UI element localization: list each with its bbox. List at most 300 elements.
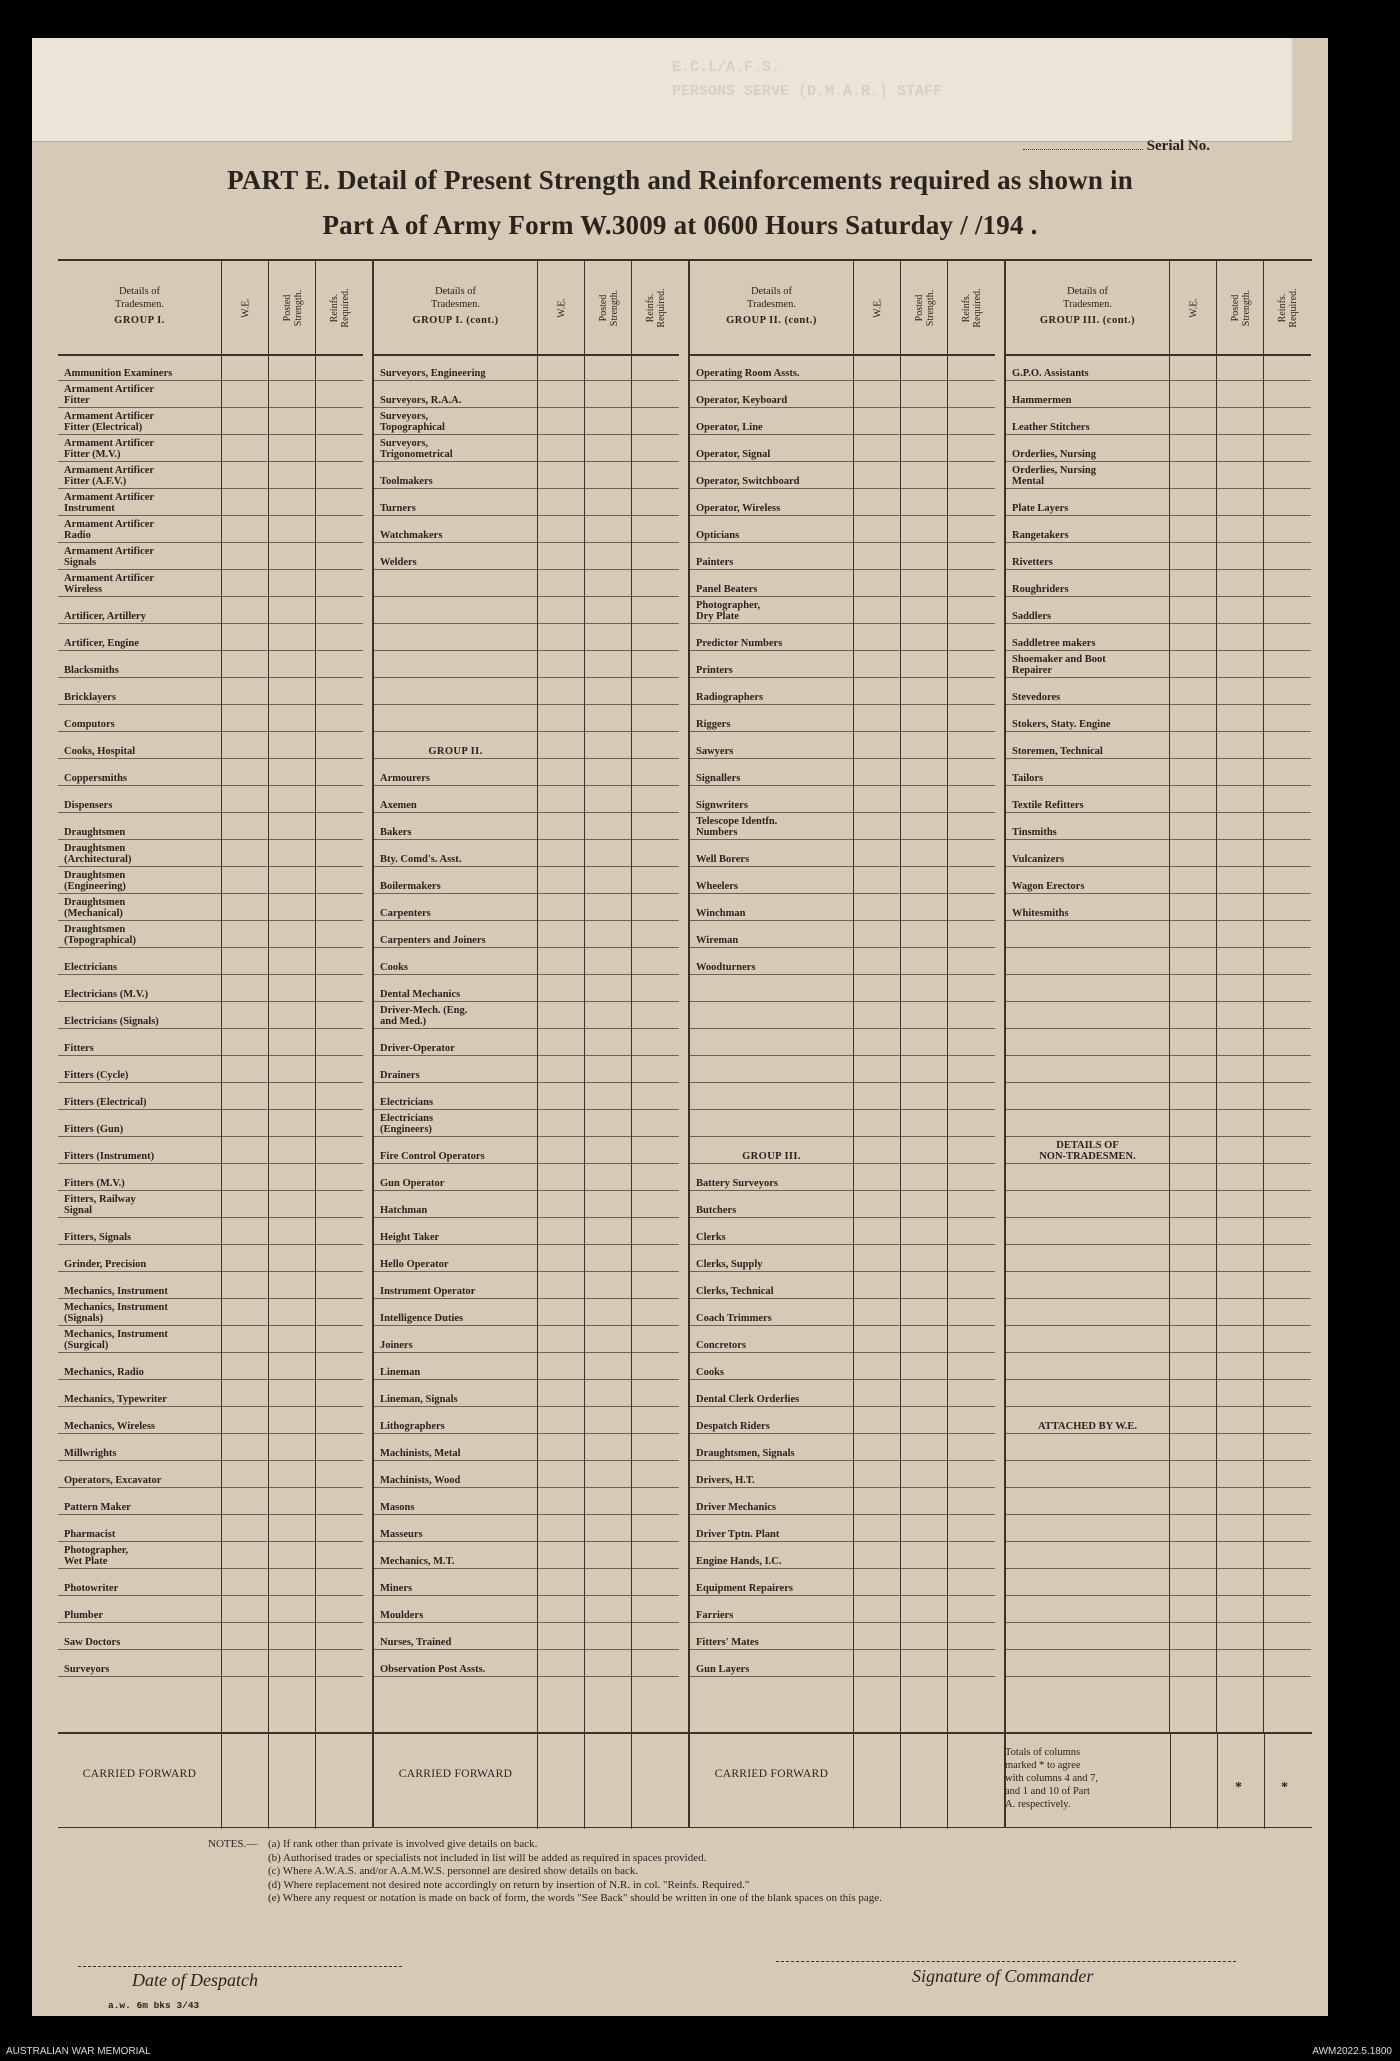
column-divider <box>1169 354 1170 1732</box>
table-row <box>374 1083 679 1110</box>
carried-forward-row <box>58 1732 1312 1829</box>
table-row <box>58 1137 363 1164</box>
table-row <box>690 543 995 570</box>
row-label: Saddletree makers <box>1012 638 1096 649</box>
table-row <box>690 1002 995 1029</box>
row-label: Armament Artificer Fitter (A.F.V.) <box>64 465 155 487</box>
table-row <box>1006 1461 1311 1488</box>
row-label: Driver-Operator <box>380 1043 455 1054</box>
table-row <box>690 975 995 1002</box>
row-label: Photowriter <box>64 1583 119 1594</box>
table-row <box>374 1623 679 1650</box>
table-column-2 <box>374 261 679 1827</box>
date-line <box>78 1966 402 1967</box>
row-label: Intelligence Duties <box>380 1313 464 1324</box>
table-row <box>58 1434 363 1461</box>
row-label: Stokers, Staty. Engine <box>1012 719 1111 730</box>
table-row <box>58 1245 363 1272</box>
header-details <box>58 261 221 354</box>
header-posted-label: Posted Strength. <box>913 289 936 326</box>
header-reinfs <box>1263 261 1311 354</box>
table-row <box>690 1542 995 1569</box>
carried-forward-divider <box>853 1734 854 1829</box>
row-label: Clerks <box>696 1232 726 1243</box>
row-label: Armourers <box>380 773 430 784</box>
row-label: Clerks, Supply <box>696 1259 763 1270</box>
table-row <box>58 1083 363 1110</box>
row-label: Draughtsmen (Engineering) <box>64 870 126 892</box>
table-row <box>58 1623 363 1650</box>
tradesmen-table <box>58 259 1312 1828</box>
row-label: Armament Artificer Fitter (Electrical) <box>64 411 155 433</box>
row-label: Watchmakers <box>380 530 443 541</box>
column-divider <box>537 354 538 1732</box>
row-label: Joiners <box>380 1340 413 1351</box>
table-row <box>1006 1029 1311 1056</box>
header-group-label: GROUP III. (cont.) <box>1039 315 1136 326</box>
row-label: Electricians (M.V.) <box>64 989 149 1000</box>
row-label: Signwriters <box>696 800 748 811</box>
table-row <box>58 921 363 948</box>
header-details <box>1006 261 1169 354</box>
table-row <box>58 435 363 462</box>
table-row <box>374 489 679 516</box>
header-group-label: GROUP I. (cont.) <box>412 315 499 326</box>
table-row <box>690 921 995 948</box>
table-row <box>58 948 363 975</box>
column-divider <box>221 354 222 1732</box>
row-label: Fitters (Electrical) <box>64 1097 147 1108</box>
carried-forward-label: CARRIED FORWARD <box>714 1768 829 1780</box>
table-row <box>58 975 363 1002</box>
table-row <box>58 462 363 489</box>
serial-number <box>1023 138 1210 155</box>
row-label: Signallers <box>696 773 741 784</box>
row-label: Riggers <box>696 719 731 730</box>
slip-ghost-line: E.C.L/A.F.S. <box>672 59 781 76</box>
row-label: Sawyers <box>696 746 734 757</box>
table-row <box>374 1596 679 1623</box>
row-label: Hatchman <box>380 1205 428 1216</box>
row-label: Battery Surveyors <box>696 1178 778 1189</box>
table-row <box>58 1326 363 1353</box>
table-row <box>690 1407 995 1434</box>
header-details-label: Details of Tradesmen. <box>747 286 796 310</box>
table-row <box>690 1029 995 1056</box>
header-we <box>853 261 901 354</box>
row-label: Draughtsmen (Topographical) <box>64 924 136 946</box>
header-details-label: Details of Tradesmen. <box>115 286 164 310</box>
row-label: Plate Layers <box>1012 503 1069 514</box>
table-row <box>1006 1083 1311 1110</box>
row-label: Artificer, Engine <box>64 638 139 649</box>
row-label: Machinists, Metal <box>380 1448 461 1459</box>
row-label: Operator, Wireless <box>696 503 781 514</box>
table-row <box>374 408 679 435</box>
row-label: Draughtsmen, Signals <box>696 1448 795 1459</box>
table-row <box>374 894 679 921</box>
row-label: Mechanics, Instrument <box>64 1286 168 1297</box>
table-row <box>1006 1137 1311 1164</box>
table-row <box>374 867 679 894</box>
table-row <box>1006 1110 1311 1137</box>
row-label: Moulders <box>380 1610 424 1621</box>
column-divider <box>947 354 948 1732</box>
table-row <box>690 1191 995 1218</box>
table-row <box>690 1434 995 1461</box>
table-row <box>58 1272 363 1299</box>
row-label: Storemen, Technical <box>1012 746 1103 757</box>
row-label: Instrument Operator <box>380 1286 476 1297</box>
table-row <box>58 732 363 759</box>
table-row <box>690 678 995 705</box>
table-row <box>690 435 995 462</box>
date-of-despatch-label: Date of Despatch <box>132 1970 258 1990</box>
row-label: GROUP III. <box>742 1151 801 1162</box>
row-label: Orderlies, Nursing Mental <box>1012 465 1096 487</box>
header-reinfs-label: Reinfs. Required. <box>960 287 983 328</box>
row-label: Woodturners <box>696 962 756 973</box>
row-label: Shoemaker and Boot Repairer <box>1012 654 1106 676</box>
table-row <box>58 1407 363 1434</box>
row-label: Leather Stitchers <box>1012 422 1090 433</box>
row-label: Operator, Line <box>696 422 763 433</box>
row-label: Wheelers <box>696 881 738 892</box>
table-row <box>690 1353 995 1380</box>
note-item: (c) Where A.W.A.S. and/or A.A.M.W.S. personnel are desired show details on back. <box>268 1865 639 1877</box>
table-row <box>374 1650 679 1677</box>
note-item: (b) Authorised trades or specialists not included in list will be added as required in spaces provided. <box>268 1851 707 1864</box>
row-label: Clerks, Technical <box>696 1286 774 1297</box>
header-posted-label: Posted Strength. <box>281 289 304 326</box>
table-row <box>1006 408 1311 435</box>
asterisk-marker: * <box>1235 1780 1242 1795</box>
column-header <box>374 261 679 356</box>
column-header <box>690 261 995 356</box>
table-row <box>58 408 363 435</box>
row-label: Surveyors <box>64 1664 110 1675</box>
header-reinfs-label: Reinfs. Required. <box>644 287 667 328</box>
table-row <box>58 1029 363 1056</box>
row-label: Hammermen <box>1012 395 1072 406</box>
table-row <box>374 921 679 948</box>
row-label: Operating Room Assts. <box>696 368 800 379</box>
table-row <box>690 1164 995 1191</box>
row-label: Boilermakers <box>380 881 441 892</box>
row-label: Saw Doctors <box>64 1637 121 1648</box>
header-we <box>221 261 269 354</box>
table-row <box>374 359 679 381</box>
table-row <box>374 759 679 786</box>
row-label: Plumber <box>64 1610 104 1621</box>
table-row <box>374 813 679 840</box>
row-label: Fitters' Mates <box>696 1637 759 1648</box>
row-label: Pharmacist <box>64 1529 116 1540</box>
table-row <box>374 678 679 705</box>
row-label: Printers <box>696 665 733 676</box>
table-row <box>58 678 363 705</box>
row-label: Lineman, Signals <box>380 1394 458 1405</box>
carried-forward-divider <box>631 1734 632 1829</box>
row-label: Artificer, Artillery <box>64 611 146 622</box>
row-label: Carpenters and Joiners <box>380 935 486 946</box>
column-divider <box>1263 354 1264 1732</box>
table-row <box>1006 840 1311 867</box>
table-row <box>1006 570 1311 597</box>
row-label: Coppersmiths <box>64 773 128 784</box>
form-sheet <box>32 38 1328 2016</box>
header-details-label: Details of Tradesmen. <box>431 286 480 310</box>
table-row <box>690 1110 995 1137</box>
row-label: Armament Artificer Wireless <box>64 573 155 595</box>
table-row <box>1006 813 1311 840</box>
table-row <box>58 1191 363 1218</box>
table-row <box>374 381 679 408</box>
column-divider <box>268 354 269 1732</box>
table-row <box>58 786 363 813</box>
row-label: Concretors <box>696 1340 746 1351</box>
header-posted <box>268 261 316 354</box>
table-column-1 <box>58 261 363 1827</box>
table-row <box>690 1326 995 1353</box>
column-divider <box>853 354 854 1732</box>
signature-line <box>776 1961 1236 1962</box>
table-row <box>1006 1326 1311 1353</box>
row-label: Butchers <box>696 1205 737 1216</box>
row-label: Turners <box>380 503 416 514</box>
row-label: Farriers <box>696 1610 734 1621</box>
row-label: Coach Trimmers <box>696 1313 772 1324</box>
row-label: Height Taker <box>380 1232 440 1243</box>
carried-forward-divider <box>1264 1734 1265 1829</box>
print-code: a.w. 6m bks 3/43 <box>108 2000 200 2011</box>
table-row <box>374 435 679 462</box>
table-row <box>374 1299 679 1326</box>
table-row <box>690 1650 995 1677</box>
header-we-label: W.E. <box>556 297 567 318</box>
table-row <box>374 1110 679 1137</box>
table-row <box>690 705 995 732</box>
row-label: Painters <box>696 557 734 568</box>
notes-lead: NOTES.— <box>208 1838 258 1850</box>
table-row <box>1006 1353 1311 1380</box>
table-row <box>690 462 995 489</box>
row-label: Nurses, Trained <box>380 1637 452 1648</box>
row-label: Driver Tptn. Plant <box>696 1529 780 1540</box>
row-label: Lineman <box>380 1367 421 1378</box>
group-separator <box>372 261 374 1827</box>
row-label: Surveyors, Engineering <box>380 368 486 379</box>
row-label: Machinists, Wood <box>380 1475 461 1486</box>
header-reinfs-label: Reinfs. Required. <box>1276 287 1299 328</box>
table-row <box>1006 1380 1311 1407</box>
row-label: Blacksmiths <box>64 665 119 676</box>
table-row <box>1006 948 1311 975</box>
table-row <box>1006 678 1311 705</box>
row-label: Rivetters <box>1012 557 1053 568</box>
table-row <box>374 1002 679 1029</box>
row-label: Mechanics, Radio <box>64 1367 144 1378</box>
table-row <box>58 1110 363 1137</box>
table-row <box>58 840 363 867</box>
table-row <box>690 1056 995 1083</box>
table-row <box>374 948 679 975</box>
table-row <box>690 867 995 894</box>
row-label: Axemen <box>380 800 417 811</box>
header-details-label: Details of Tradesmen. <box>1063 286 1112 310</box>
row-label: Electricians (Engineers) <box>380 1113 434 1135</box>
row-label: Gun Operator <box>380 1178 445 1189</box>
row-label: Vulcanizers <box>1012 854 1065 865</box>
row-label: Fitters (Instrument) <box>64 1151 155 1162</box>
row-label: Masseurs <box>380 1529 423 1540</box>
header-reinfs-label: Reinfs. Required. <box>328 287 351 328</box>
group-separator <box>688 261 690 1827</box>
carried-forward-divider <box>315 1734 316 1829</box>
table-row <box>58 516 363 543</box>
column-divider <box>315 354 316 1732</box>
table-row <box>374 516 679 543</box>
table-row <box>690 489 995 516</box>
header-reinfs <box>631 261 679 354</box>
table-row <box>690 1299 995 1326</box>
column-divider <box>1216 354 1217 1732</box>
table-row <box>374 651 679 678</box>
table-row <box>58 381 363 408</box>
row-label: Drainers <box>380 1070 420 1081</box>
table-row <box>690 759 995 786</box>
row-label: Carpenters <box>380 908 431 919</box>
row-label: Surveyors, Topographical <box>380 411 445 433</box>
header-reinfs <box>315 261 363 354</box>
row-label: Grinder, Precision <box>64 1259 147 1270</box>
row-label: Photographer, Wet Plate <box>64 1545 129 1567</box>
table-row <box>58 759 363 786</box>
table-row <box>1006 543 1311 570</box>
row-label: Despatch Riders <box>696 1421 770 1432</box>
row-label: Miners <box>380 1583 413 1594</box>
column-header <box>58 261 363 356</box>
table-rows <box>1006 359 1311 1677</box>
row-label: Operator, Keyboard <box>696 395 788 406</box>
table-row <box>1006 975 1311 1002</box>
table-row <box>1006 1002 1311 1029</box>
row-label: Bakers <box>380 827 412 838</box>
table-row <box>1006 1245 1311 1272</box>
table-row <box>58 1056 363 1083</box>
row-label: Operator, Signal <box>696 449 771 460</box>
row-label: Predictor Numbers <box>696 638 783 649</box>
table-row <box>690 1083 995 1110</box>
carried-forward-divider <box>1217 1734 1218 1829</box>
group-separator <box>1004 261 1006 1827</box>
table-row <box>690 813 995 840</box>
table-row <box>690 1569 995 1596</box>
header-group-label: GROUP I. <box>114 315 165 326</box>
totals-note: Totals of columns marked * to agree with columns 4 and 7, and 1 and 10 of Part A. respectively. <box>1005 1747 1099 1810</box>
table-row <box>58 705 363 732</box>
table-row <box>1006 1650 1311 1677</box>
row-label: Surveyors, R.A.A. <box>380 395 462 406</box>
row-label: Wireman <box>696 935 739 946</box>
table-row <box>58 894 363 921</box>
table-row <box>690 1461 995 1488</box>
table-row <box>1006 516 1311 543</box>
row-label: GROUP II. <box>428 746 483 757</box>
table-row <box>58 1002 363 1029</box>
table-rows <box>374 359 679 1677</box>
row-label: Draughtsmen (Mechanical) <box>64 897 126 919</box>
table-row <box>58 1353 363 1380</box>
row-label: Mechanics, Instrument (Surgical) <box>64 1329 168 1351</box>
table-row <box>374 1407 679 1434</box>
row-label: Surveyors, Trigonometrical <box>380 438 453 460</box>
notes <box>208 1838 1288 1906</box>
table-row <box>1006 381 1311 408</box>
table-column-4 <box>1006 261 1311 1827</box>
row-label: Rangetakers <box>1012 530 1069 541</box>
table-row <box>1006 1515 1311 1542</box>
header-we-label: W.E. <box>872 297 883 318</box>
row-label: Fitters, Signals <box>64 1232 132 1243</box>
table-row <box>374 1515 679 1542</box>
row-label: Lithographers <box>380 1421 445 1432</box>
row-label: Electricians (Signals) <box>64 1016 159 1027</box>
table-row <box>374 1056 679 1083</box>
row-label: Opticians <box>696 530 740 541</box>
header-posted-label: Posted Strength. <box>597 289 620 326</box>
slip-ghost-line: PERSONS SERVE (D.M.A.R.) STAFF <box>672 83 943 100</box>
row-label: Bricklayers <box>64 692 116 703</box>
row-label: Electricians <box>380 1097 434 1108</box>
row-label: Stevedores <box>1012 692 1061 703</box>
row-label: ATTACHED BY W.E. <box>1038 1421 1137 1432</box>
row-label: Cooks <box>696 1367 725 1378</box>
row-label: Driver Mechanics <box>696 1502 776 1513</box>
row-label: Dental Clerk Orderlies <box>696 1394 800 1405</box>
table-row <box>58 1164 363 1191</box>
table-row <box>374 597 679 624</box>
row-label: Dispensers <box>64 800 113 811</box>
table-row <box>1006 1299 1311 1326</box>
table-row <box>374 975 679 1002</box>
table-row <box>690 948 995 975</box>
table-row <box>690 1488 995 1515</box>
row-label: Driver-Mech. (Eng. and Med.) <box>380 1005 468 1027</box>
table-row <box>690 840 995 867</box>
table-row <box>690 732 995 759</box>
row-label: Mechanics, Wireless <box>64 1421 155 1432</box>
table-row <box>58 651 363 678</box>
table-rows <box>690 359 995 1677</box>
header-group-label: GROUP II. (cont.) <box>726 315 817 326</box>
row-label: Winchman <box>696 908 746 919</box>
row-label: Tinsmiths <box>1012 827 1057 838</box>
slip-ghost-text <box>672 56 1232 104</box>
table-row <box>58 1542 363 1569</box>
table-row <box>690 786 995 813</box>
row-label: Wagon Erectors <box>1012 881 1085 892</box>
row-label: Masons <box>380 1502 415 1513</box>
table-row <box>1006 1218 1311 1245</box>
table-row <box>58 1380 363 1407</box>
table-row <box>58 624 363 651</box>
table-row <box>690 624 995 651</box>
table-row <box>58 1488 363 1515</box>
table-row <box>690 597 995 624</box>
column-divider <box>631 354 632 1732</box>
table-row <box>374 1488 679 1515</box>
